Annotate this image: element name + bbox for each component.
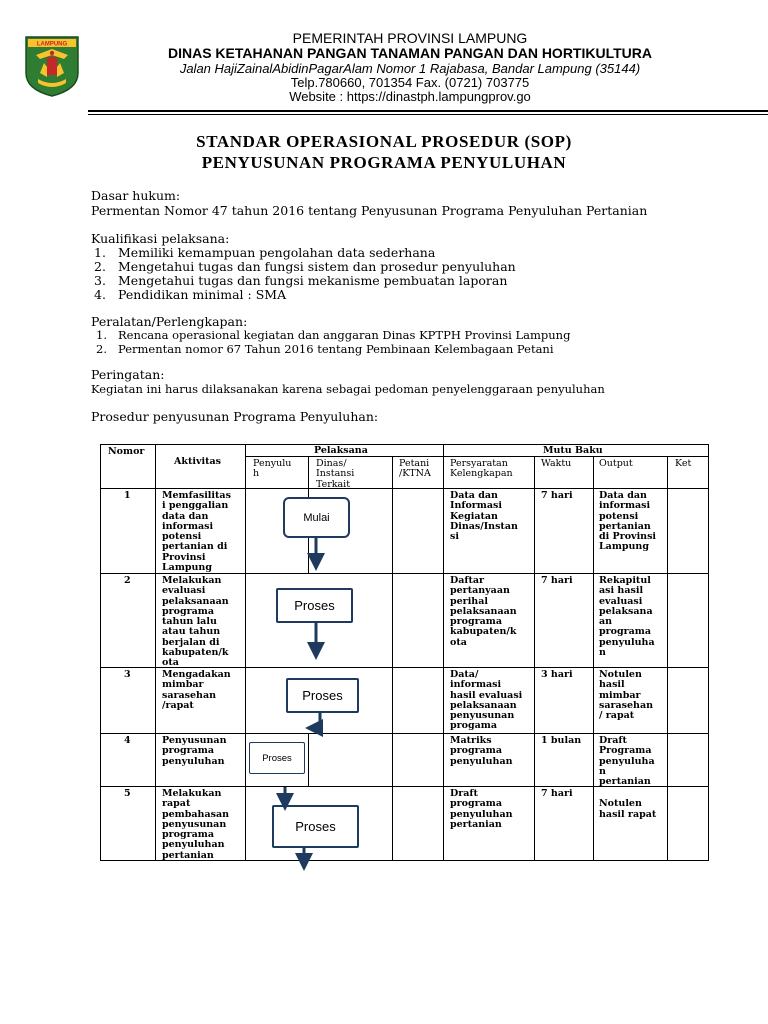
- row-waktu: 1 bulan: [541, 735, 582, 746]
- kualifikasi-label: Kualifikasi pelaksana:: [91, 231, 230, 246]
- list-item: Mengetahui tugas dan fungsi mekanisme pembuatan laporan: [118, 273, 508, 288]
- header-petani: Petani /KTNA: [399, 458, 431, 480]
- row-output: Draft Programa penyuluha n pertanian: [599, 735, 655, 788]
- list-number: 3.: [94, 273, 106, 288]
- flowchart-start-box: Mulai: [283, 497, 350, 538]
- svg-text:LAMPUNG: LAMPUNG: [36, 41, 68, 48]
- flowchart-process-box: Proses: [286, 678, 359, 713]
- row-waktu: 7 hari: [541, 575, 573, 586]
- header-penyuluh: Penyulu h: [253, 458, 292, 480]
- row-output: Data dan informasi potensi pertanian di Provinsi Lampung: [599, 490, 657, 553]
- row-waktu: 7 hari: [541, 490, 573, 501]
- row-number: 1: [124, 490, 131, 501]
- row-persyaratan: Data dan Informasi Kegiatan Dinas/Instan si: [450, 490, 518, 543]
- list-item: Rencana operasional kegiatan dan anggaran Dinas KPTPH Provinsi Lampung: [118, 328, 571, 342]
- header-pelaksana: Pelaksana: [314, 445, 368, 456]
- row-output: Notulen hasil rapat: [599, 798, 657, 820]
- row-number: 3: [124, 669, 131, 680]
- header-waktu: Waktu: [541, 458, 572, 469]
- row-aktivitas: Memfasilitas i penggalian data dan informasi potensi pertanian di Provinsi Lampung: [162, 490, 231, 574]
- peralatan-label: Peralatan/Perlengkapan:: [91, 314, 248, 329]
- row-output: Notulen hasil mimbar sarasehan / rapat: [599, 669, 654, 722]
- row-waktu: 7 hari: [541, 788, 573, 799]
- row-aktivitas: Melakukan evaluasi pelaksanaan programa tahun lalu atau tahun berjalan di kabupaten/k ota: [162, 575, 229, 669]
- row-waktu: 3 hari: [541, 669, 573, 680]
- list-item: Permentan nomor 67 Tahun 2016 tentang Pembinaan Kelembagaan Petani: [118, 342, 554, 356]
- row-aktivitas: Mengadakan mimbar sarasehan /rapat: [162, 669, 231, 711]
- header-aktivitas: Aktivitas: [174, 456, 221, 467]
- letterhead-agency: DINAS KETAHANAN PANGAN TANAMAN PANGAN DAN HORTIKULTURA: [167, 45, 652, 61]
- dasar-hukum-text: Permentan Nomor 47 tahun 2016 tentang Penyusunan Programa Penyuluhan Pertanian: [91, 203, 648, 218]
- row-number: 2: [124, 575, 131, 586]
- dasar-hukum-label: Dasar hukum:: [91, 188, 181, 203]
- header-mutu-baku: Mutu Baku: [543, 445, 603, 456]
- document-title: STANDAR OPERASIONAL PROSEDUR (SOP): [196, 132, 572, 151]
- row-persyaratan: Data/ informasi hasil evaluasi pelaksanaan penyusunan progama: [450, 669, 523, 732]
- row-aktivitas: Melakukan rapat pembahasan penyusunan programa penyuluhan pertanian: [162, 788, 230, 861]
- header-nomor: Nomor: [108, 446, 145, 457]
- list-item: Memiliki kemampuan pengolahan data sederhana: [118, 245, 436, 260]
- list-number: 2.: [96, 342, 107, 356]
- list-number: 2.: [94, 259, 106, 274]
- document-subtitle: PENYUSUNAN PROGRAMA PENYULUHAN: [201, 153, 567, 172]
- header-dinas: Dinas/ Instansi Terkait: [316, 458, 355, 490]
- letterhead-website: Website : https://dinastph.lampungprov.go: [289, 89, 531, 104]
- list-number: 1.: [94, 245, 106, 260]
- row-persyaratan: Matriks programa penyuluhan: [450, 735, 513, 767]
- flowchart-process-box: Proses: [249, 742, 305, 774]
- letterhead-government: PEMERINTAH PROVINSI LAMPUNG: [292, 30, 528, 46]
- header-ket: Ket: [675, 458, 692, 469]
- header-persyaratan: Persyaratan Kelengkapan: [450, 458, 513, 480]
- flow-arrow: [314, 711, 320, 728]
- row-aktivitas: Penyusunan programa penyuluhan: [162, 735, 227, 767]
- row-number: 4: [124, 735, 131, 746]
- peringatan-text: Kegiatan ini harus dilaksanakan karena sebagai pedoman penyelenggaraan penyuluhan: [91, 382, 605, 396]
- letterhead-phone: Telp.780660, 701354 Fax. (0721) 703775: [290, 75, 530, 90]
- list-item: Pendidikan minimal : SMA: [118, 287, 287, 302]
- peringatan-label: Peringatan:: [91, 367, 165, 382]
- flowchart-process-box: Proses: [272, 805, 359, 848]
- row-persyaratan: Daftar pertanyaan perihal pelaksanaan programa kabupaten/k ota: [450, 575, 517, 648]
- header-output: Output: [599, 458, 633, 469]
- row-persyaratan: Draft programa penyuluhan pertanian: [450, 788, 513, 830]
- flowchart-process-box: Proses: [276, 588, 353, 623]
- row-number: 5: [124, 788, 131, 799]
- list-item: Mengetahui tugas dan fungsi sistem dan prosedur penyuluhan: [118, 259, 516, 274]
- letterhead-address: Jalan HajiZainalAbidinPagarAlam Nomor 1 Rajabasa, Bandar Lampung (35144): [179, 61, 641, 76]
- list-number: 1.: [96, 328, 107, 342]
- row-output: Rekapitul asi hasil evaluasi pelaksana an programa penyuluha n: [599, 575, 655, 659]
- list-number: 4.: [94, 287, 106, 302]
- prosedur-label: Prosedur penyusunan Programa Penyuluhan:: [91, 409, 379, 424]
